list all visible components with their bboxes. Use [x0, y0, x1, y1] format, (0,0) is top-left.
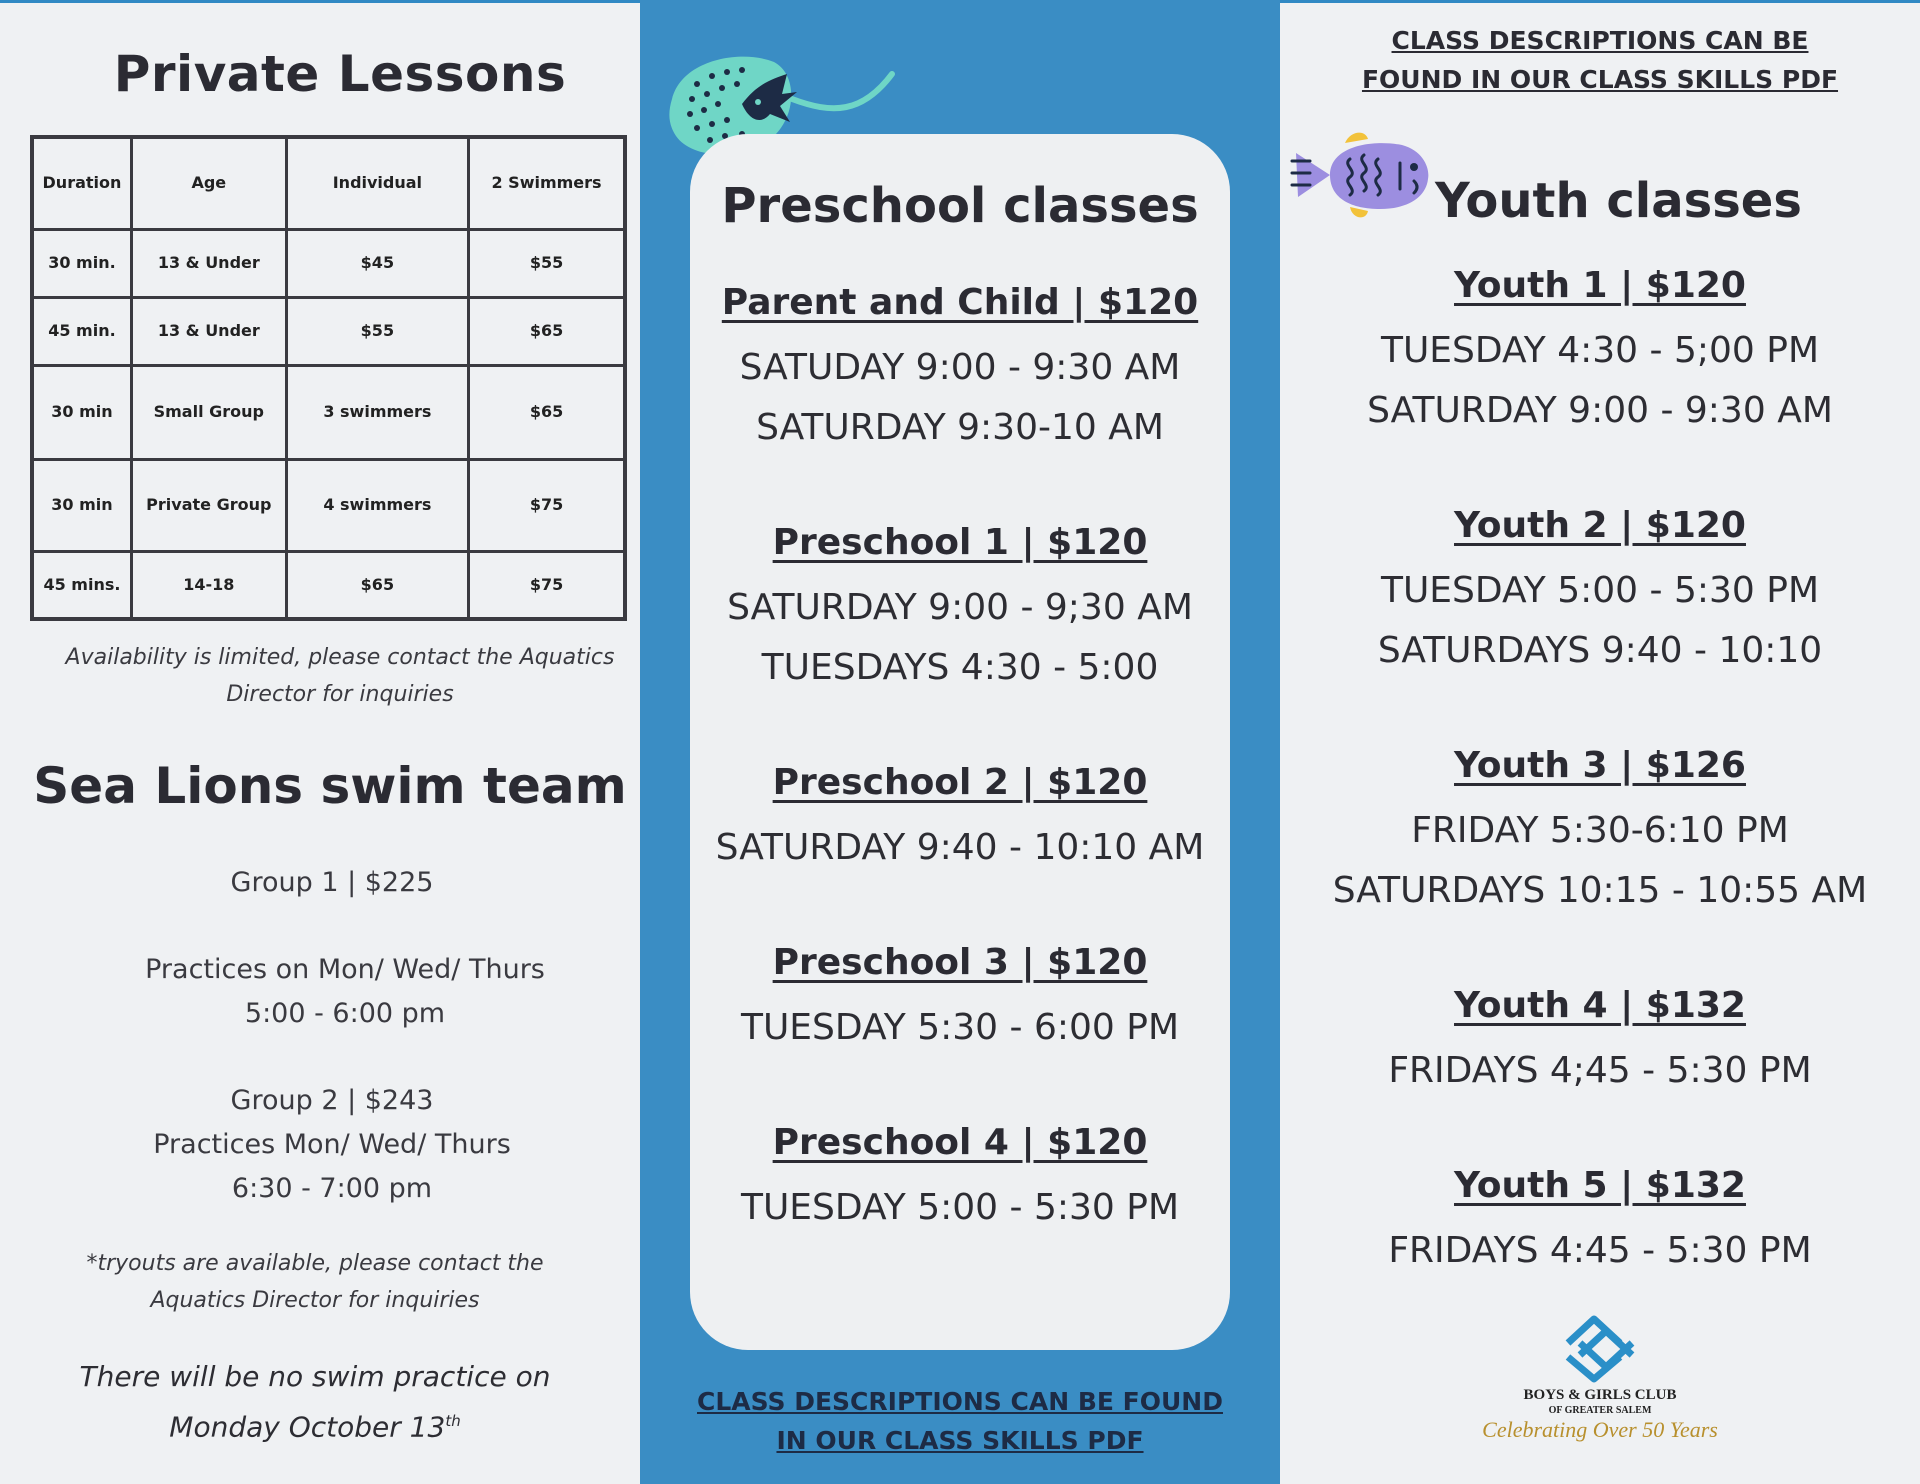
- class-time: FRIDAY 5:30-6:10 PM: [1411, 810, 1789, 851]
- youth-title: Youth classes: [1435, 173, 1802, 229]
- note-line: Director for inquiries: [226, 682, 454, 707]
- class-heading: Preschool 4 | $120: [772, 1122, 1148, 1163]
- link-line: CLASS DESCRIPTIONS CAN BE: [1391, 26, 1809, 55]
- table-cell: [286, 365, 468, 459]
- class-heading: Preschool 3 | $120: [772, 942, 1148, 983]
- class-time: SATURDAY 9:00 - 9;30 AM: [727, 587, 1193, 628]
- class-time: TUESDAY 5:30 - 6:00 PM: [740, 1007, 1180, 1048]
- table-header-row: [32, 137, 625, 229]
- preschool-panel: [640, 0, 1280, 1484]
- private-lessons-table: [30, 135, 627, 621]
- swim-group-2: [12, 1079, 652, 1211]
- table-cell: $75: [469, 551, 625, 619]
- table-row: [32, 551, 625, 619]
- class-heading: Youth 4 | $132: [1454, 985, 1746, 1026]
- club-subname: OF GREATER SALEM: [1548, 1405, 1652, 1416]
- class-time: SATUDAY 9:00 - 9:30 AM: [739, 347, 1181, 388]
- table-cell: 13 & Under: [131, 229, 286, 297]
- table-cell: 30 min: [32, 459, 131, 551]
- class-descriptions-link[interactable]: [640, 1382, 1280, 1460]
- notice-date: Monday October 13: [169, 1410, 446, 1444]
- private-lessons-title: Private Lessons: [113, 45, 567, 103]
- class-time: TUESDAYS 4:30 - 5:00: [761, 647, 1159, 688]
- class-time: FRIDAYS 4;45 - 5:30 PM: [1388, 1050, 1812, 1091]
- table-cell: $55: [469, 229, 625, 297]
- table-cell: Private Group: [131, 459, 286, 551]
- table-cell: [286, 459, 468, 551]
- table-row: [32, 297, 625, 365]
- table-cell: 45 min.: [32, 297, 131, 365]
- class-time: TUESDAY 5:00 - 5:30 PM: [1380, 570, 1820, 611]
- preschool-title: Preschool classes: [721, 178, 1199, 234]
- preschool-card: [690, 134, 1230, 1350]
- notice-line: [15, 1399, 615, 1449]
- class-heading: Youth 5 | $132: [1454, 1165, 1746, 1206]
- club-logo: [1460, 1313, 1740, 1463]
- group-price: Group 2 | $243: [230, 1085, 434, 1116]
- class-heading: Youth 2 | $120: [1454, 505, 1746, 546]
- notice-date-suffix: th: [445, 1412, 461, 1430]
- link-line: IN OUR CLASS SKILLS PDF: [776, 1426, 1144, 1455]
- notice-line: There will be no swim practice on: [79, 1360, 551, 1393]
- note-line: *tryouts are available, please contact the: [86, 1251, 544, 1276]
- swim-team-title: Sea Lions swim team: [33, 757, 627, 815]
- practice-days: Practices on Mon/ Wed/ Thurs: [145, 954, 545, 985]
- table-cell: 45 mins.: [32, 551, 131, 619]
- note-line: Aquatics Director for inquiries: [150, 1288, 480, 1313]
- table-cell: $65: [469, 297, 625, 365]
- link-line: FOUND IN OUR CLASS SKILLS PDF: [1361, 65, 1839, 94]
- table-cell: 14-18: [131, 551, 286, 619]
- class-heading: Preschool 2 | $120: [772, 762, 1148, 803]
- practice-time: 5:00 - 6:00 pm: [244, 998, 446, 1029]
- club-name: BOYS & GIRLS CLUB: [1523, 1387, 1677, 1403]
- table-cell: $75: [469, 459, 625, 551]
- table-cell-text: 4 swimmers: [323, 495, 432, 514]
- club-logo-icon: [1560, 1313, 1640, 1383]
- class-heading: Youth 3 | $126: [1454, 745, 1746, 786]
- swim-group-1-practice: [25, 948, 665, 1036]
- note-line: Availability is limited, please contact the Aquatics: [65, 645, 615, 670]
- table-header-cell: Duration: [32, 137, 131, 229]
- class-time: SATURDAY 9:40 - 10:10 AM: [715, 827, 1205, 868]
- table-header-cell: [469, 137, 625, 229]
- table-cell: $65: [469, 365, 625, 459]
- table-row: [32, 365, 625, 459]
- class-time: FRIDAYS 4:45 - 5:30 PM: [1388, 1230, 1812, 1271]
- class-time: SATURDAY 9:00 - 9:30 AM: [1367, 390, 1833, 431]
- table-cell: 13 & Under: [131, 297, 286, 365]
- no-practice-notice: [15, 1355, 615, 1449]
- practice-time: 6:30 - 7:00 pm: [231, 1173, 433, 1204]
- class-time: SATURDAYS 9:40 - 10:10: [1377, 630, 1823, 671]
- table-row: [32, 459, 625, 551]
- table-header-cell: Age: [131, 137, 286, 229]
- swim-group-1: Group 1 | $225: [230, 867, 434, 898]
- right-column: [1280, 3, 1920, 1484]
- class-time: SATURDAY 9:30-10 AM: [756, 407, 1164, 448]
- left-column: [0, 3, 640, 1484]
- table-cell-text: 3 swimmers: [323, 402, 432, 421]
- table-cell: $55: [286, 297, 468, 365]
- class-time: TUESDAY 4:30 - 5;00 PM: [1380, 330, 1820, 371]
- table-cell: $65: [286, 551, 468, 619]
- fish-icon: [1290, 125, 1430, 225]
- class-time: TUESDAY 5:00 - 5:30 PM: [740, 1187, 1180, 1228]
- table-cell: 30 min: [32, 365, 131, 459]
- table-header-cell: Individual: [286, 137, 468, 229]
- class-descriptions-link[interactable]: [1280, 21, 1920, 99]
- table-cell: $45: [286, 229, 468, 297]
- club-tagline: Celebrating Over 50 Years: [1482, 1417, 1718, 1442]
- class-heading: Parent and Child | $120: [721, 282, 1199, 323]
- class-heading: Preschool 1 | $120: [772, 522, 1148, 563]
- class-heading: Youth 1 | $120: [1454, 265, 1746, 306]
- table-cell: Small Group: [131, 365, 286, 459]
- class-time: SATURDAYS 10:15 - 10:55 AM: [1332, 870, 1868, 911]
- practice-days: Practices Mon/ Wed/ Thurs: [153, 1129, 511, 1160]
- tryout-note: [15, 1245, 615, 1319]
- table-row: [32, 229, 625, 297]
- link-line: CLASS DESCRIPTIONS CAN BE FOUND: [697, 1387, 1223, 1416]
- private-lessons-note: [40, 639, 640, 713]
- table-cell: 30 min.: [32, 229, 131, 297]
- table-header-text: 2 Swimmers: [491, 173, 602, 193]
